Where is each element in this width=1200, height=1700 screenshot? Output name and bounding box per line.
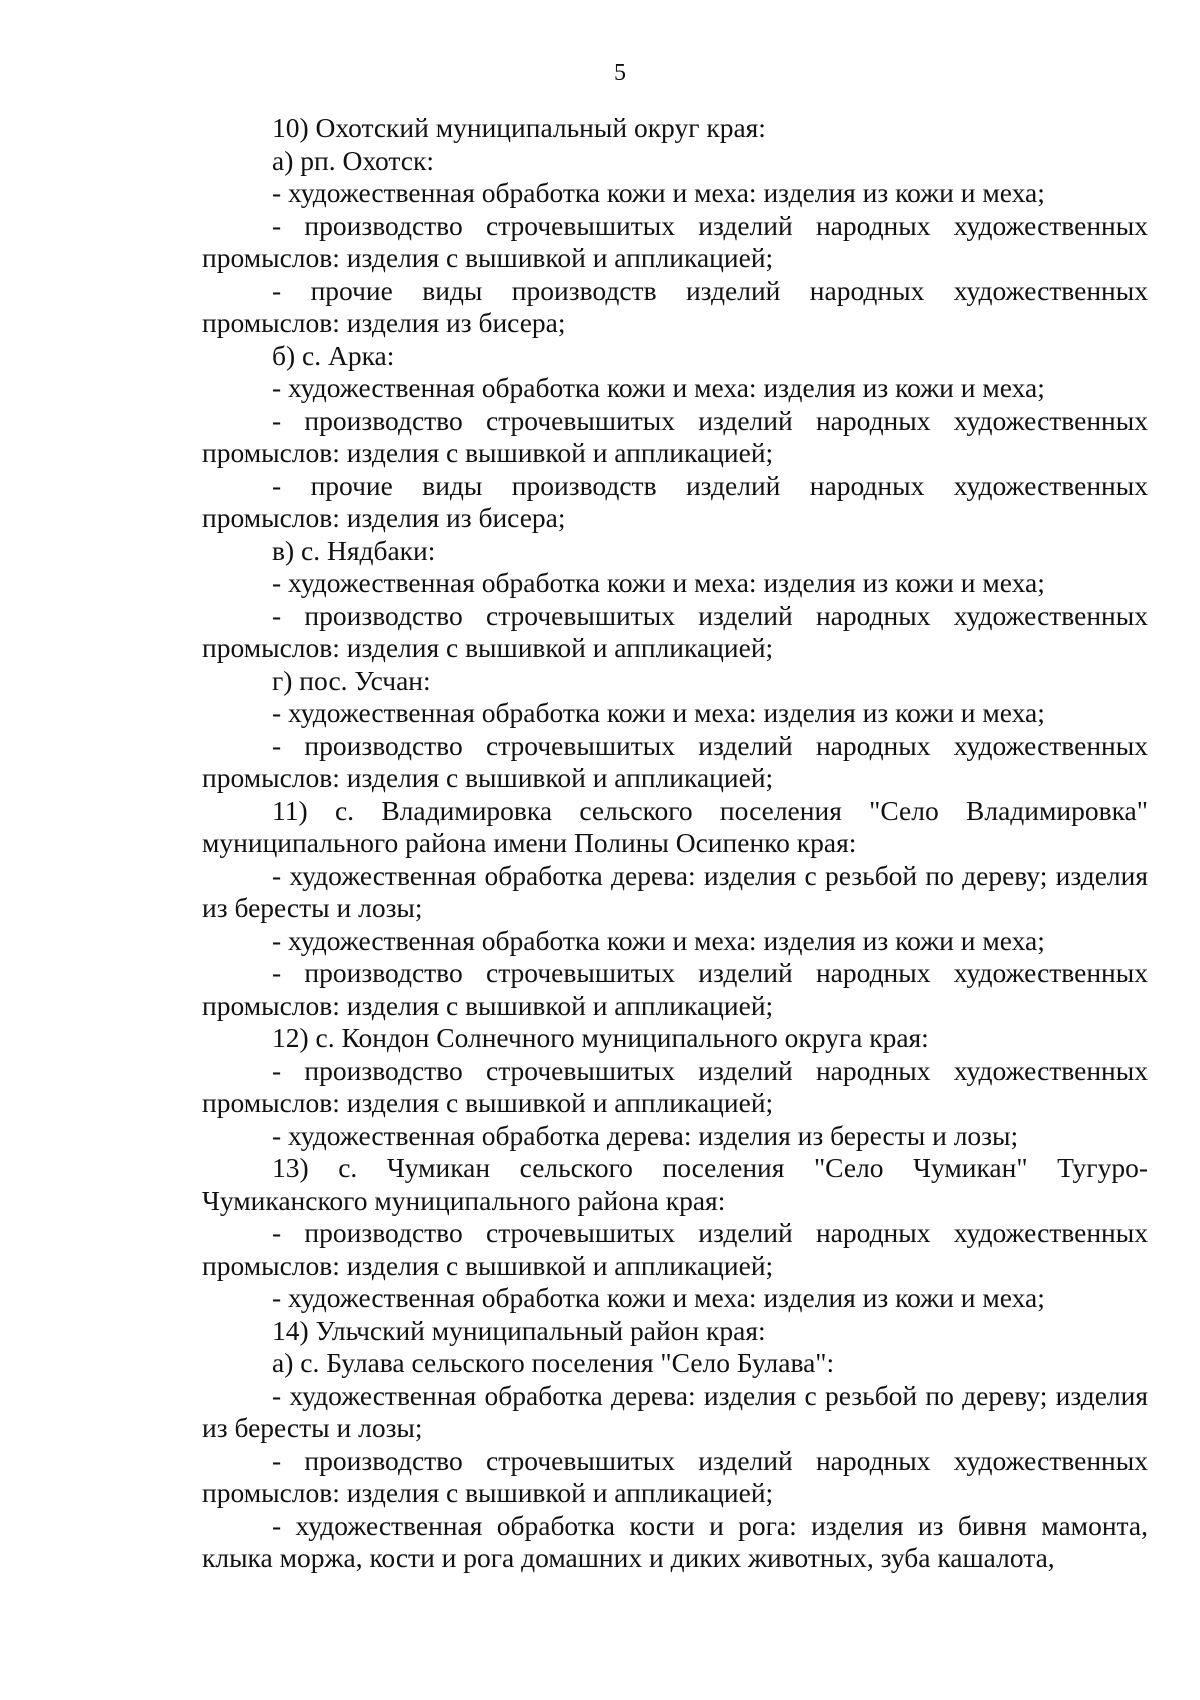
list-item: - художественная обработка кожи и меха: изделия из кожи и меха; xyxy=(272,924,1045,956)
list-item: - прочие виды производств изделий народных художественных промыслов: изделия из бисера; xyxy=(202,469,1148,533)
list-item: - художественная обработка кожи и меха: изделия из кожи и меха; xyxy=(272,697,1045,728)
list-item: - производство строчевышитых изделий народных художественных промыслов: изделия с вышивкой и аппликацией; xyxy=(202,209,1148,273)
list-item: - художественная обработка кожи и меха: изделия из кожи и меха; xyxy=(272,372,1045,403)
list-item: - производство строчевышитых изделий народных художественных промыслов: изделия с вышивкой и аппликацией; xyxy=(202,1054,1148,1118)
list-item: - прочие виды производств изделий народных художественных промыслов: изделия из бисера; xyxy=(202,274,1148,338)
list-item: - производство строчевышитых изделий народных художественных промыслов: изделия с вышивкой и аппликацией; xyxy=(202,729,1148,793)
list-item: - художественная обработка кожи и меха: изделия из кожи и меха; xyxy=(272,567,1045,598)
list-item: а) рп. Охотск: xyxy=(272,144,434,176)
list-item: 11) с. Владимировка сельского поселения "Село Владимировка" муниципального района имени Полины Осипенко края: xyxy=(202,794,1148,858)
list-item: г) пос. Усчан: xyxy=(272,664,431,696)
list-item: - производство строчевышитых изделий народных художественных промыслов: изделия с вышивкой и аппликацией; xyxy=(202,404,1148,468)
list-item: - художественная обработка дерева: изделия с резьбой по дереву; изделия из бересты и лозы; xyxy=(202,1379,1148,1443)
list-item: а) с. Булава сельского поселения "Село Булава": xyxy=(272,1347,835,1378)
list-item: - художественная обработка кости и рога: изделия из бивня мамонта, клыка моржа, кости и рога домашних и диких животных, зуба кашалота, xyxy=(202,1509,1148,1573)
list-item: 10) Охотский муниципальный округ края: xyxy=(272,112,766,143)
list-item: 14) Ульчский муниципальный район края: xyxy=(272,1314,766,1346)
list-item: - художественная обработка кожи и меха: изделия из кожи и меха; xyxy=(272,1282,1045,1313)
list-item: б) с. Арка: xyxy=(272,339,395,371)
document-body xyxy=(202,112,1148,1575)
list-item: - производство строчевышитых изделий народных художественных промыслов: изделия с вышивкой и аппликацией; xyxy=(202,599,1148,663)
list-item: - художественная обработка кожи и меха: изделия из кожи и меха; xyxy=(272,177,1045,208)
list-item: 12) с. Кондон Солнечного муниципального округа края: xyxy=(272,1022,929,1053)
list-item: - производство строчевышитых изделий народных художественных промыслов: изделия с вышивкой и аппликацией; xyxy=(202,1444,1148,1508)
page-number: 5 xyxy=(614,60,626,86)
list-item: - производство строчевышитых изделий народных художественных промыслов: изделия с вышивкой и аппликацией; xyxy=(202,1217,1148,1281)
list-item: 13) с. Чумикан сельского поселения "Село Чумикан" Тугуро-Чумиканского муниципального района края: xyxy=(202,1152,1148,1216)
list-item: - художественная обработка дерева: изделия из бересты и лозы; xyxy=(272,1119,1019,1151)
list-item: в) с. Нядбаки: xyxy=(272,534,436,566)
list-item: - художественная обработка дерева: изделия с резьбой по дереву; изделия из бересты и лозы; xyxy=(202,859,1148,923)
list-item: - производство строчевышитых изделий народных художественных промыслов: изделия с вышивкой и аппликацией; xyxy=(202,957,1148,1021)
